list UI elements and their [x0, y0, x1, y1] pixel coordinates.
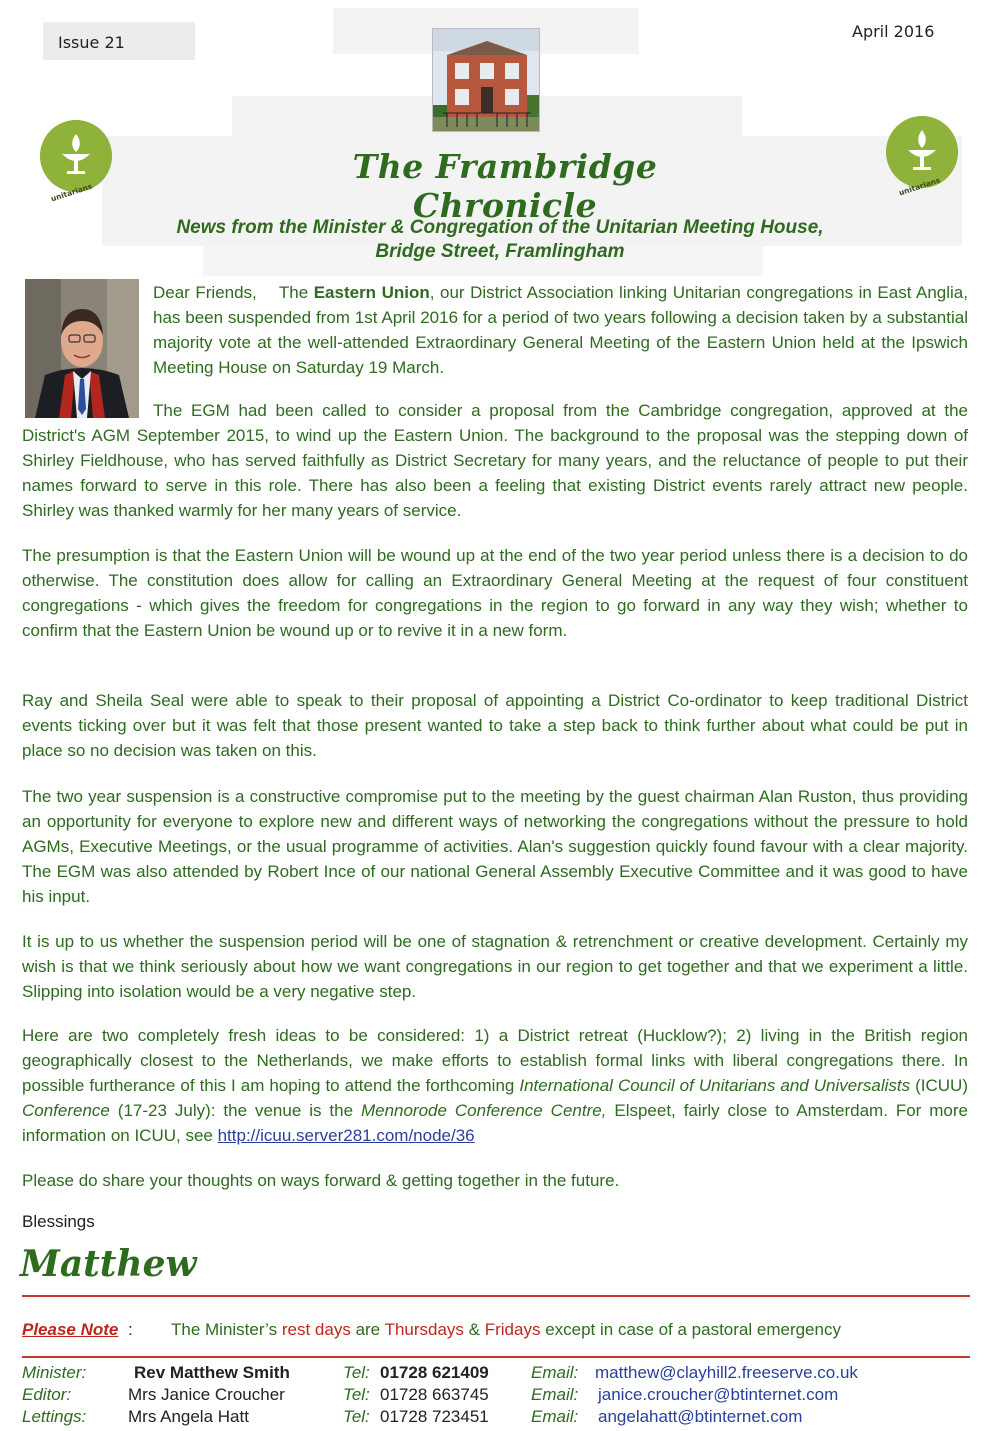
logo-word-right: unitarians	[897, 175, 942, 198]
meeting-house-photo	[432, 28, 540, 132]
share-thoughts-paragraph: Please do share your thoughts on ways forward & getting together in the future.	[22, 1171, 620, 1190]
please-note-colon: :	[128, 1320, 133, 1339]
contact-tel-minister: 01728 621409	[380, 1363, 489, 1382]
flaming-chalice-icon	[40, 120, 112, 192]
contact-email-label-minister: Email:	[531, 1363, 579, 1382]
venue-name: Mennorode Conference Centre,	[360, 1101, 607, 1120]
fresh-ideas-paragraph	[22, 1023, 968, 1148]
divider-bottom	[22, 1356, 970, 1358]
rest-days: rest days	[281, 1320, 351, 1339]
contact-tel-lettings: 01728 723451	[380, 1407, 489, 1426]
issue-date: April 2016	[852, 22, 935, 41]
contact-name-lettings: Mrs Angela Hatt	[128, 1407, 249, 1426]
contact-email-lettings[interactable]: angelahatt@btinternet.com	[598, 1407, 803, 1426]
signature: Matthew	[20, 1243, 197, 1285]
contact-tel-label-editor: Tel:	[343, 1385, 370, 1404]
please-note-label: Please Note	[22, 1320, 119, 1339]
intro-post: , our District Association linking Unitarian congregations in East Anglia, has been suspended from 1st April 2016 for a period of two years following a decision taken by a substantial majority vote at the well-attended Extraordinary General Meeting of the Eastern Union held at the Ipswich Meeting House on Saturday 19 March.	[153, 283, 968, 377]
eastern-union-bold: Eastern Union	[313, 283, 430, 302]
contact-name-editor: Mrs Janice Croucher	[128, 1385, 285, 1404]
egm-paragraph: The EGM had been called to consider a proposal from the Cambridge congregation, approved at the District's AGM September 2015, to wind up the Eastern Union. The background to the proposal was the stepping down of Shirley Fieldhouse, who has served faithfully as District Secretary for many years, and the reluctance of people to put their names forward to serve in this role. There has also been a feeling that existing District events rarely attract new people. Shirley was thanked warmly for her many years of service.	[22, 401, 968, 520]
issue-number: Issue 21	[58, 33, 125, 52]
logo-word-left: unitarians	[49, 181, 94, 204]
icuu-link[interactable]: http://icuu.server281.com/node/36	[217, 1126, 475, 1145]
contact-role-lettings: Lettings:	[22, 1407, 87, 1426]
subtitle-line-2: Bridge Street, Framlingham	[375, 241, 625, 262]
coordinator-paragraph: Ray and Sheila Seal were able to speak to their proposal of appointing a District Co-ordinator to keep traditional District events ticking over but it was felt that those present wanted to take a step back to think further about what could be put in place so no decision was taken on this.	[22, 691, 968, 760]
contact-tel-label-minister: Tel:	[343, 1363, 370, 1382]
thursdays: Thursdays	[384, 1320, 464, 1339]
stagnation-paragraph: It is up to us whether the suspension period will be one of stagnation & retrenchment or creative development. Certainly my wish is that we think seriously about how we want congregations in our region to get together and that we experiment a little. Slipping into isolation would be a very negative step.	[22, 932, 968, 1001]
note-text-2: are	[350, 1320, 385, 1339]
ideas-text-d: Elspeet, fairly close to Amsterdam. For more information on ICUU, see	[22, 1101, 968, 1145]
note-text-3: &	[463, 1320, 485, 1339]
flaming-chalice-icon	[886, 116, 958, 188]
presumption-paragraph: The presumption is that the Eastern Union will be wound up at the end of the two year period unless there is a decision to do otherwise. The constitution does allow for calling an Extraordinary General Meeting at the request of four constituent congregations - which gives the freedom for congregations in the region to go forward in any way they wish; whether to confirm that the Eastern Union be wound up or to revive it in a new form.	[22, 546, 968, 640]
contact-email-label-lettings: Email:	[531, 1407, 579, 1426]
please-note-text	[171, 1320, 841, 1340]
contact-role-minister: Minister:	[22, 1363, 87, 1382]
contact-tel-editor: 01728 663745	[380, 1385, 489, 1404]
note-text-1: The Minister’s	[171, 1320, 282, 1339]
ideas-text-b: (ICUU)	[910, 1076, 968, 1095]
blessings: Blessings	[22, 1212, 95, 1231]
contact-email-minister[interactable]: matthew@clayhill2.freeserve.co.uk	[595, 1363, 858, 1382]
intro-paragraph	[153, 280, 968, 380]
newsletter-title: The Frambridge Chronicle	[352, 147, 658, 225]
contact-name-minister: Rev Matthew Smith	[134, 1363, 290, 1382]
intro-pre: The	[278, 283, 314, 302]
contact-email-editor[interactable]: janice.croucher@btinternet.com	[598, 1385, 839, 1404]
icuu-name: International Council of Unitarians and Universalists	[519, 1076, 911, 1095]
newsletter-subtitle	[100, 216, 900, 264]
conference-word: Conference	[22, 1101, 110, 1120]
suspension-paragraph: The two year suspension is a constructive compromise put to the meeting by the guest chairman Alan Ruston, thus providing an opportunity for everyone to explore new and different ways of networking the congregations without the pressure to hold AGMs, Executive Meetings, or the usual programme of activities. Alan's suggestion quickly found favour with a clear majority. The EGM was also attended by Robert Ince of our national General Assembly Executive Committee and it was good to have his input.	[22, 787, 968, 906]
divider-top	[22, 1295, 970, 1297]
subtitle-line-1: News from the Minister & Congregation of the Unitarian Meeting House,	[176, 217, 824, 238]
contact-tel-label-lettings: Tel:	[343, 1407, 370, 1426]
note-text-4: except in case of a pastoral emergency	[540, 1320, 841, 1339]
unitarian-logo-left	[40, 120, 112, 192]
greeting: Dear Friends,	[153, 283, 257, 302]
contact-email-label-editor: Email:	[531, 1385, 579, 1404]
ideas-text-c: (17-23 July): the venue is the	[109, 1101, 361, 1120]
contact-role-editor: Editor:	[22, 1385, 72, 1404]
fridays: Fridays	[484, 1320, 541, 1339]
unitarian-logo-right	[886, 116, 958, 188]
ideas-text-a: Here are two completely fresh ideas to be considered: 1) a District retreat (Hucklow?); 2) living in the British region geographically closest to the Netherlands, we make efforts to establish formal links with liberal congregations there. In possible furtherance of this I am hoping to attend the forthcoming	[22, 1026, 968, 1095]
